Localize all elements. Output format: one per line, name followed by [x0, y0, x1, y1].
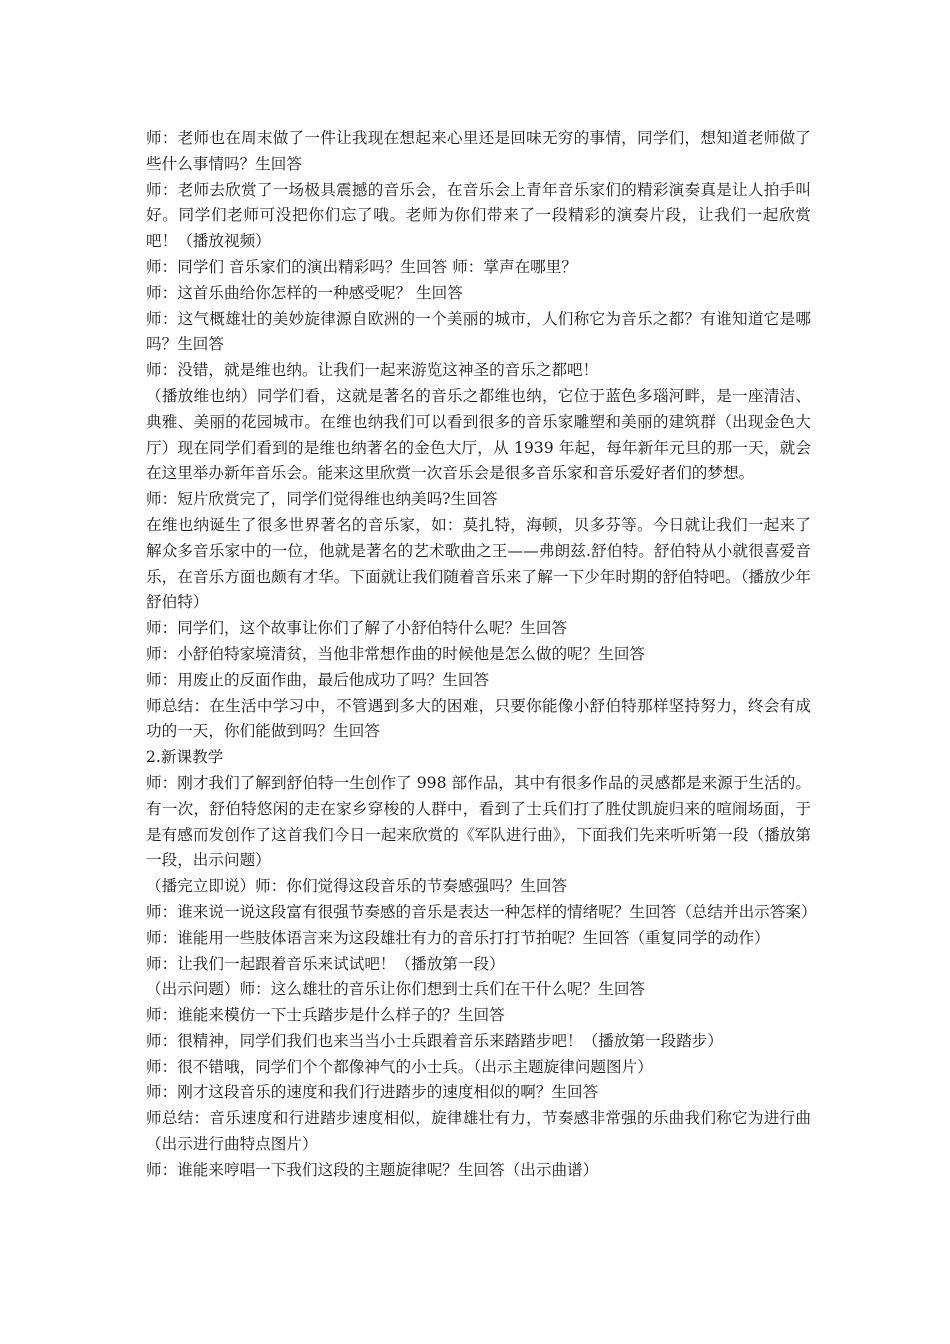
- paragraph: 师：谁能来哼唱一下我们这段的主题旋律呢？生回答（出示曲谱）: [146, 1160, 599, 1179]
- paragraph: 师：让我们一起跟着音乐来试试吧！（播放第一段）: [146, 954, 505, 973]
- paragraph: 师：短片欣赏完了，同学们觉得维也纳美吗?生回答: [146, 490, 498, 509]
- paragraph: 师：谁能来模仿一下士兵踏步是什么样子的？生回答: [146, 1006, 505, 1025]
- paragraph: 师：谁能用一些肢体语言来为这段雄壮有力的音乐打打节拍呢？生回答（重复同学的动作）: [146, 928, 770, 947]
- paragraph: 师：没错，就是维也纳。让我们一起来游览这神圣的音乐之都吧！: [146, 361, 599, 380]
- section-heading: 2.新课教学: [146, 748, 224, 767]
- paragraph: （播放维也纳）同学们看，这就是著名的音乐之都维也纳，它位于蓝色多瑙河畔，是一座清洁、典雅、美丽的花园城市。在维也纳我们可以看到很多的音乐家雕塑和美丽的建筑群（出现金色大厅）现在同学们看到的是维也纳著名的金色大厅，从 1939 年起，每年新年元旦的那一天，就会在这里举办新年音乐会。能来这里欣赏一次音乐会是很多音乐家和音乐爱好者们的梦想。: [146, 386, 811, 483]
- paragraph: （出示问题）师：这么雄壮的音乐让你们想到士兵们在干什么呢？生回答: [146, 980, 646, 999]
- paragraph: 师：这首乐曲给你怎样的一种感受呢？ 生回答: [146, 283, 463, 302]
- paragraph: 师总结：在生活中学习中，不管遇到多大的困难，只要你能像小舒伯特那样坚持努力，终会有成功的一天，你们能做到吗？生回答: [146, 696, 811, 741]
- paragraph: 师：很精神，同学们我们也来当当小士兵跟着音乐来踏踏步吧！（播放第一段踏步）: [146, 1031, 723, 1050]
- paragraph: 师：刚才这段音乐的速度和我们行进踏步的速度相似的啊？生回答: [146, 1083, 599, 1102]
- paragraph: 师：用废止的反面作曲，最后他成功了吗？生回答: [146, 670, 490, 689]
- paragraph: 师：谁来说一说这段富有很强节奏感的音乐是表达一种怎样的情绪呢？生回答（总结并出示答案）: [146, 902, 817, 921]
- paragraph: （播完立即说）师：你们觉得这段音乐的节奏感强吗？生回答: [146, 877, 568, 896]
- paragraph: 在维也纳诞生了很多世界著名的音乐家，如：莫扎特，海顿，贝多芬等。今日就让我们一起来了解众多音乐家中的一位，他就是著名的艺术歌曲之王——弗朗兹.舒伯特。舒伯特从小就很喜爱音乐，在音乐方面也颇有才华。下面就让我们随着音乐来了解一下少年时期的舒伯特吧。（播放少年舒伯特）: [146, 515, 811, 612]
- paragraph: 师总结：音乐速度和行进踏步速度相似，旋律雄壮有力，节奏感非常强的乐曲我们称它为进行曲（出示进行曲特点图片）: [146, 1109, 811, 1154]
- paragraph: 师：这气概雄壮的美妙旋律源自欧洲的一个美丽的城市，人们称它为音乐之都？有谁知道它是哪吗？生回答: [146, 309, 811, 354]
- paragraph: 师：老师也在周末做了一件让我现在想起来心里还是回味无穷的事情，同学们，想知道老师做了些什么事情吗？生回答: [146, 129, 811, 173]
- paragraph: 师：刚才我们了解到舒伯特一生创作了 998 部作品，其中有很多作品的灵感都是来源于生活的。有一次，舒伯特悠闲的走在家乡穿梭的人群中，看到了士兵们打了胜仗凯旋归来的喧闹场面，于是有感而发创作了这首我们今日一起来欣赏的《军队进行曲》，下面我们先来听听第一段（播放第一段，出示问题）: [146, 773, 811, 870]
- document-body: [146, 126, 817, 1184]
- paragraph: 师：老师去欣赏了一场极具震撼的音乐会，在音乐会上青年音乐家们的精彩演奏真是让人拍手叫好。同学们老师可没把你们忘了哦。老师为你们带来了一段精彩的演奏片段，让我们一起欣赏吧！（播放视频）: [146, 180, 811, 251]
- paragraph: 师：很不错哦，同学们个个都像神气的小士兵。（出示主题旋律问题图片）: [146, 1057, 653, 1076]
- paragraph: 师：小舒伯特家境清贫，当他非常想作曲的时候他是怎么做的呢？生回答: [146, 644, 646, 663]
- paragraph: 师：同学们，这个故事让你们了解了小舒伯特什么呢？生回答: [146, 619, 568, 638]
- paragraph: 师：同学们 音乐家们的演出精彩吗？生回答 师：掌声在哪里？: [146, 257, 577, 276]
